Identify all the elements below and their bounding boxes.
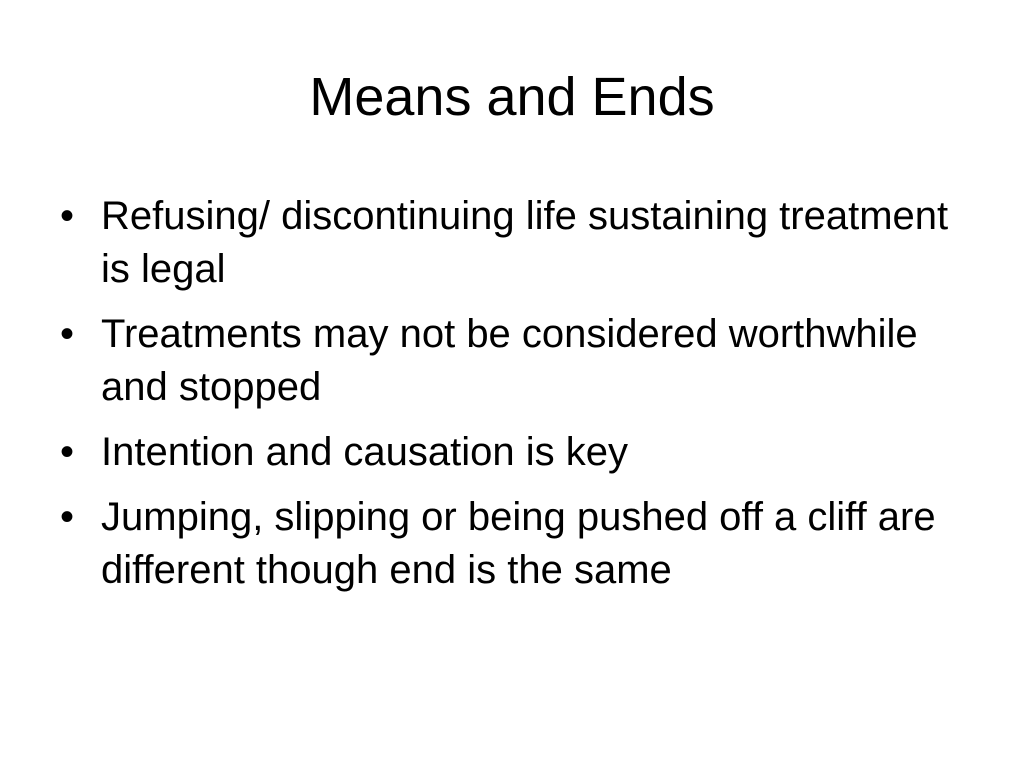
bullet-text: Intention and causation is key bbox=[101, 430, 629, 474]
bullet-item bbox=[60, 491, 960, 597]
bullet-text: Jumping, slipping or being pushed off a cliff are different though end is the same bbox=[101, 495, 936, 592]
slide-title: Means and Ends bbox=[309, 67, 715, 127]
bullet-item bbox=[60, 426, 960, 479]
bullet-list bbox=[60, 190, 960, 609]
bullet-text: Treatments may not be considered worthwhile and stopped bbox=[101, 312, 918, 409]
bullet-icon: • bbox=[60, 495, 75, 539]
bullet-icon: • bbox=[60, 312, 75, 356]
bullet-item bbox=[60, 190, 960, 296]
bullet-item bbox=[60, 308, 960, 414]
bullet-text: Refusing/ discontinuing life sustaining treatment is legal bbox=[101, 194, 949, 291]
bullet-icon: • bbox=[60, 194, 75, 238]
bullet-icon: • bbox=[60, 430, 75, 474]
